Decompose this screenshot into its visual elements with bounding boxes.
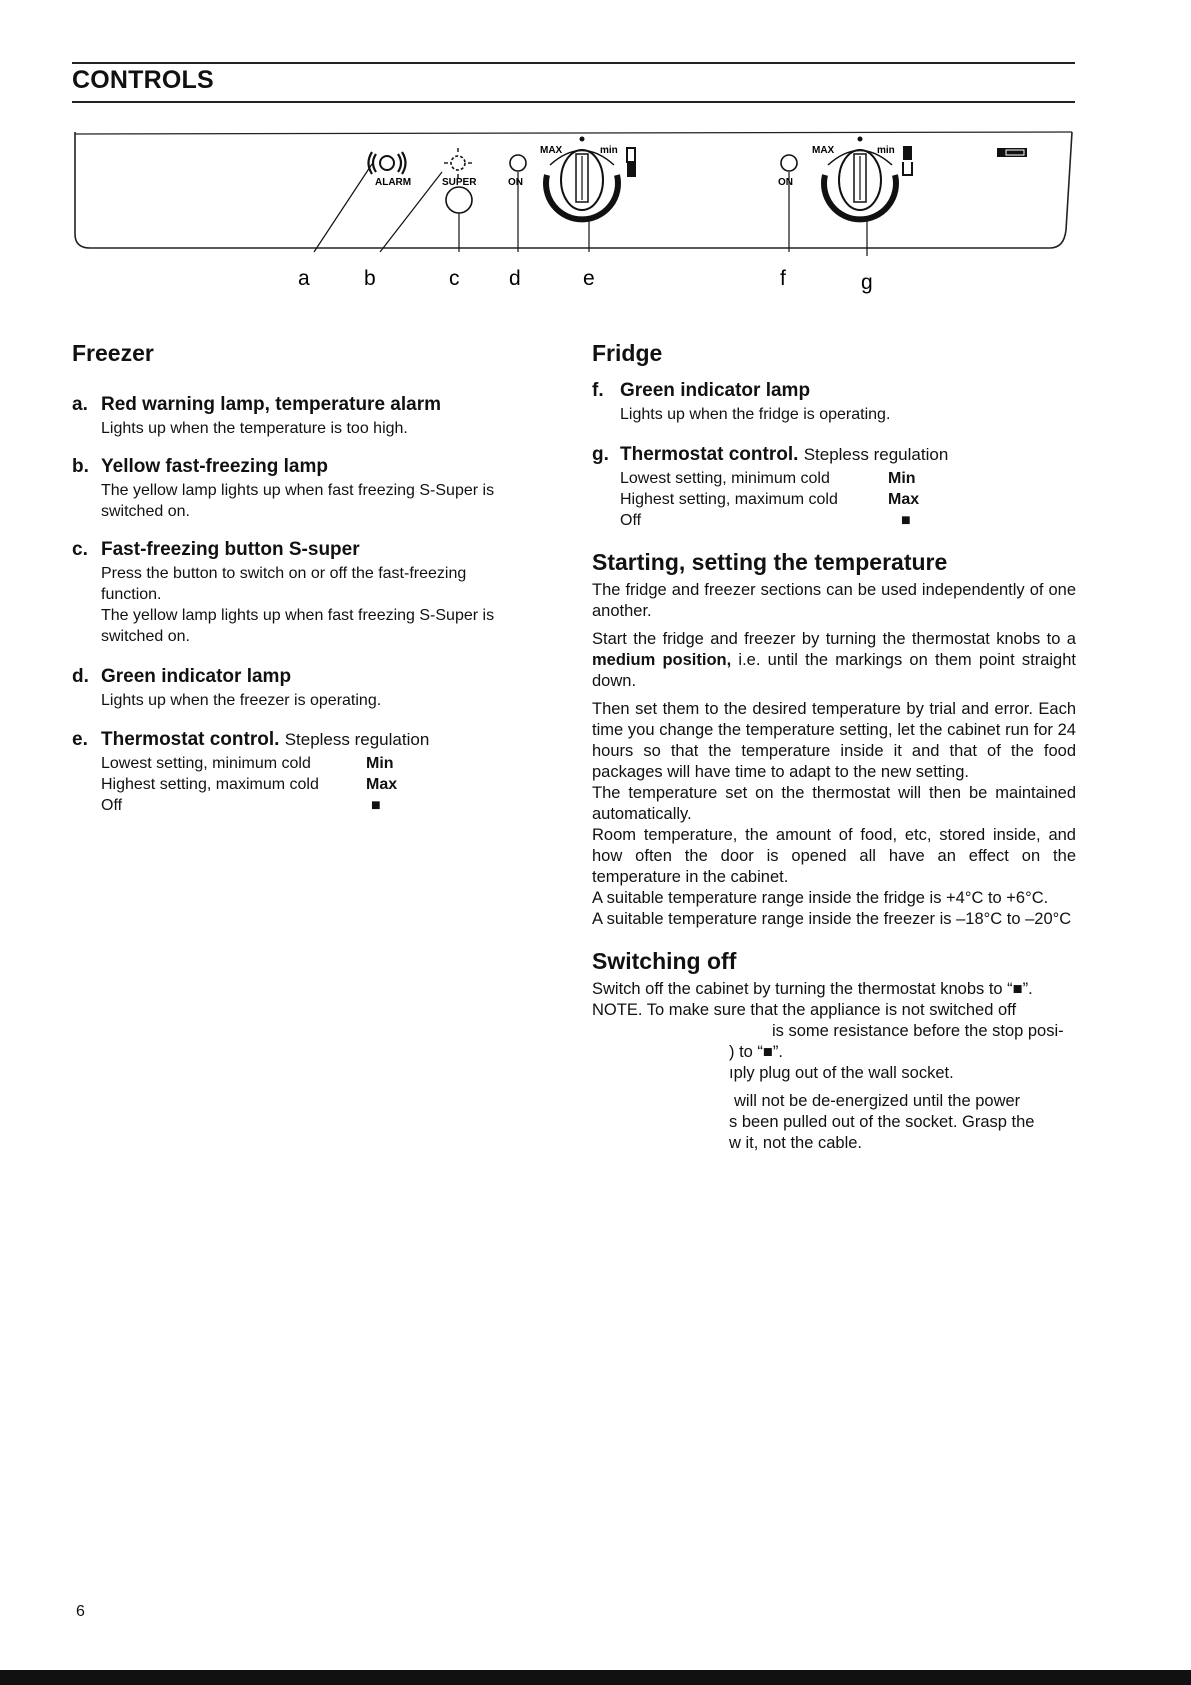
- callout-a: a: [298, 267, 310, 290]
- switching-section: [592, 948, 1076, 1154]
- callout-line-a: [314, 164, 372, 252]
- fridge-on-label: ON: [778, 177, 793, 188]
- item-title: Fast-freezing button S-super: [101, 539, 360, 560]
- callout-d: d: [509, 267, 521, 290]
- switching-line: s been pulled out of the socket. Grasp the: [729, 1113, 1035, 1131]
- starting-paragraph: A suitable temperature range inside the fridge is +4°C to +6°C.: [592, 889, 1049, 907]
- starting-paragraph: The temperature set on the thermostat will then be maintained automatically.: [592, 784, 1076, 823]
- fridge-item-g: [592, 444, 1076, 531]
- starting-section: [592, 549, 1076, 930]
- freezer-green-lamp: [510, 155, 526, 171]
- item-body: Lights up when the fridge is operating.: [620, 406, 891, 423]
- settings-row: Off ■: [101, 797, 381, 814]
- item-tail: Stepless regulation: [803, 445, 949, 464]
- super-lamp-icon: [444, 148, 472, 178]
- item-body: Lights up when the freezer is operating.: [101, 692, 382, 709]
- alarm-lamp-icon: [369, 152, 406, 174]
- fridge-max-label: MAX: [812, 145, 835, 156]
- starting-paragraph: The fridge and freezer sections can be used independently of one another.: [592, 581, 1076, 620]
- starting-heading: Starting, setting the temperature: [592, 549, 948, 575]
- switching-line: w it, not the cable.: [729, 1134, 862, 1152]
- item-body: Press the button to switch on or off the fast-freezing function.: [101, 565, 467, 603]
- item-title: Green indicator lamp: [101, 666, 292, 687]
- item-letter: e.: [72, 729, 88, 750]
- callout-g: g: [861, 271, 873, 294]
- freezer-on-label: ON: [508, 177, 523, 188]
- switching-paragraph: Switch off the cabinet by turning the thermostat knobs to “■”.: [592, 980, 1033, 998]
- callout-b: b: [364, 267, 376, 290]
- switching-line: will not be de-energized until the power: [734, 1092, 1021, 1110]
- fridge-item-f: [592, 380, 1076, 425]
- freezer-item-a: [72, 394, 557, 439]
- freezer-min-label: min: [600, 145, 618, 156]
- freezer-item-e: [72, 729, 557, 816]
- freezer-item-d: [72, 666, 557, 711]
- freezer-heading: Freezer: [72, 340, 154, 366]
- settings-row: Lowest setting, minimum cold Min: [620, 470, 916, 487]
- page-number: 6: [76, 1603, 85, 1620]
- settings-row: Highest setting, maximum cold Max: [620, 491, 920, 508]
- item-body: The yellow lamp lights up when fast freezing S-Super is switched on.: [101, 482, 495, 520]
- freezer-settings-table: [72, 753, 557, 816]
- starting-paragraph: A suitable temperature range inside the freezer is –18°C to –20°C: [592, 910, 1072, 928]
- fast-freeze-button[interactable]: [446, 187, 472, 213]
- switching-line: ) to “■”.: [729, 1043, 783, 1061]
- top-rule: [72, 62, 1075, 64]
- item-title: Red warning lamp, temperature alarm: [101, 394, 441, 415]
- item-title: Thermostat control.: [620, 444, 799, 465]
- item-title: Yellow fast-freezing lamp: [101, 456, 328, 477]
- item-letter: a.: [72, 394, 88, 415]
- super-label: SUPER: [442, 177, 477, 188]
- freezer-item-c: [72, 539, 557, 647]
- scan-edge-bar: [0, 1670, 1191, 1685]
- settings-row: Highest setting, maximum cold Max: [101, 776, 398, 793]
- item-body: Lights up when the temperature is too high.: [101, 420, 408, 437]
- switching-line: ıply plug out of the wall socket.: [729, 1064, 954, 1082]
- fridge-green-lamp: [781, 155, 797, 171]
- fridge-min-label: min: [877, 145, 895, 156]
- switching-paragraph: NOTE. To make sure that the appliance is not switched off: [592, 1001, 1017, 1019]
- callout-f: f: [780, 267, 786, 290]
- switching-heading: Switching off: [592, 948, 737, 974]
- freezer-item-b: [72, 456, 557, 522]
- item-letter: g.: [592, 444, 609, 465]
- starting-paragraph: Room temperature, the amount of food, etc, stored inside, and how often the door is opened all have an effect on the temperature in the cabinet.: [592, 826, 1076, 886]
- title-rule: [72, 101, 1075, 103]
- callout-e: e: [583, 267, 595, 290]
- item-body: The yellow lamp lights up when fast freezing S-Super is switched on.: [101, 607, 495, 645]
- item-letter: d.: [72, 666, 89, 687]
- item-title: Thermostat control.: [101, 729, 280, 750]
- starting-paragraph: Then set them to the desired temperature by trial and error. Each time you change the temperature setting, let the cabinet run for 24 hours so that the temperature inside it and that of the food packages will have time to adapt to the new setting.: [592, 700, 1076, 781]
- settings-row: Lowest setting, minimum cold Min: [101, 755, 394, 772]
- callout-c: c: [449, 267, 460, 290]
- item-title: Green indicator lamp: [620, 380, 811, 401]
- alarm-label: ALARM: [375, 177, 412, 188]
- page-title: CONTROLS: [72, 66, 214, 94]
- off-filled-symbol-icon: [627, 163, 636, 177]
- item-tail: Stepless regulation: [284, 730, 430, 749]
- freezer-column: [72, 340, 557, 816]
- item-letter: c.: [72, 539, 88, 560]
- off-symbol-icon: [627, 148, 635, 162]
- starting-paragraph: Start the fridge and freezer by turning the thermostat knobs to a medium position, i.e. until the markings on them point straight down.: [592, 630, 1076, 690]
- settings-row: Off ■: [620, 512, 911, 529]
- fridge-settings-table: [592, 468, 1076, 531]
- freezer-max-label: MAX: [540, 145, 563, 156]
- item-letter: f.: [592, 380, 604, 401]
- fridge-off-filled-icon: [903, 146, 912, 160]
- item-letter: b.: [72, 456, 89, 477]
- fridge-heading: Fridge: [592, 340, 663, 366]
- brand-badge-icon: [997, 148, 1027, 157]
- fridge-off-outline-icon: [903, 162, 912, 175]
- switching-line: is some resistance before the stop posi-: [772, 1022, 1064, 1040]
- control-panel-diagram: [72, 130, 1075, 300]
- fridge-column: [592, 340, 1076, 1154]
